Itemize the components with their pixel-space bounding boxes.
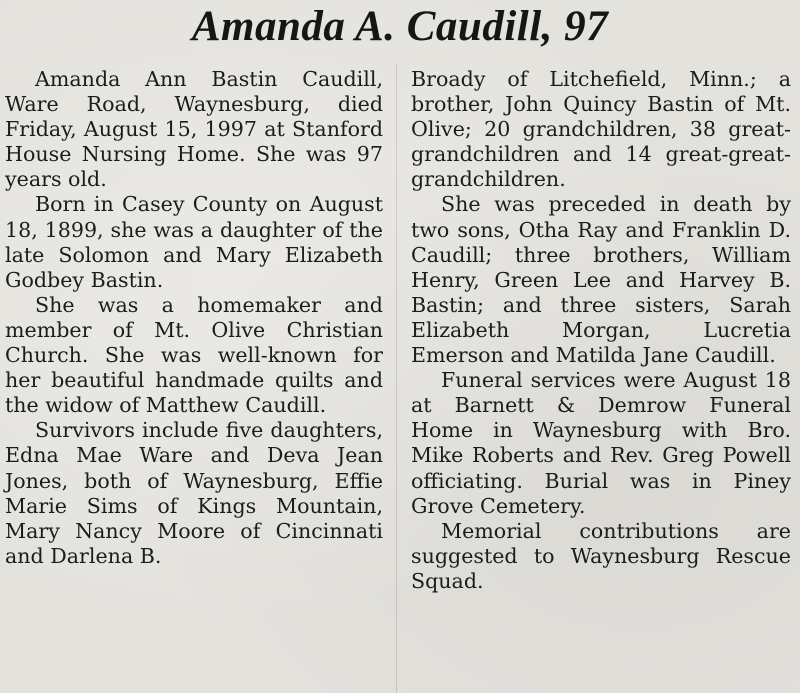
obituary-paragraph: Memorial contributions are suggested to Waynesburg Rescue Squad. bbox=[411, 518, 791, 593]
obituary-paragraph: She was preceded in death by two sons, Otha Ray and Franklin D. Caudill; three brothers, William Henry, Green Lee and Harvey B. Bastin; and three sisters, Sarah Elizabeth Morgan, Lucretia Emerson and Matilda Jane Caudill. bbox=[411, 192, 791, 368]
obituary-paragraph-continued: Broady of Litchefield, Minn.; a brother, John Quincy Bastin of Mt. Olive; 20 grandchildren, 38 great-grandchildren and 14 great-great-grandchildren. bbox=[411, 67, 791, 192]
obituary-paragraph: Funeral services were August 18 at Barnett & Demrow Funeral Home in Waynesburg with Bro. Mike Roberts and Rev. Greg Powell officiating. Burial was in Piney Grove Cemetery. bbox=[411, 368, 791, 518]
obituary-paragraph: Born in Casey County on August 18, 1899, she was a daughter of the late Solomon and Mary Elizabeth Godbey Bastin. bbox=[5, 192, 383, 292]
left-column bbox=[5, 67, 383, 569]
obituary-paragraph: Amanda Ann Bastin Caudill, Ware Road, Waynesburg, died Friday, August 15, 1997 at Stanford House Nursing Home. She was 97 years old. bbox=[5, 67, 383, 192]
obituary-headline: Amanda A. Caudill, 97 bbox=[191, 3, 609, 50]
column-divider bbox=[396, 64, 397, 693]
right-column bbox=[411, 67, 791, 594]
obituary-paragraph: Survivors include five daughters, Edna Mae Ware and Deva Jean Jones, both of Waynesburg, Effie Marie Sims of Kings Mountain, Mary Nancy Moore of Cincinnati and Darlena B. bbox=[5, 418, 383, 568]
obituary-paragraph: She was a homemaker and member of Mt. Olive Christian Church. She was well-known for her beautiful handmade quilts and the widow of Matthew Caudill. bbox=[5, 292, 383, 418]
